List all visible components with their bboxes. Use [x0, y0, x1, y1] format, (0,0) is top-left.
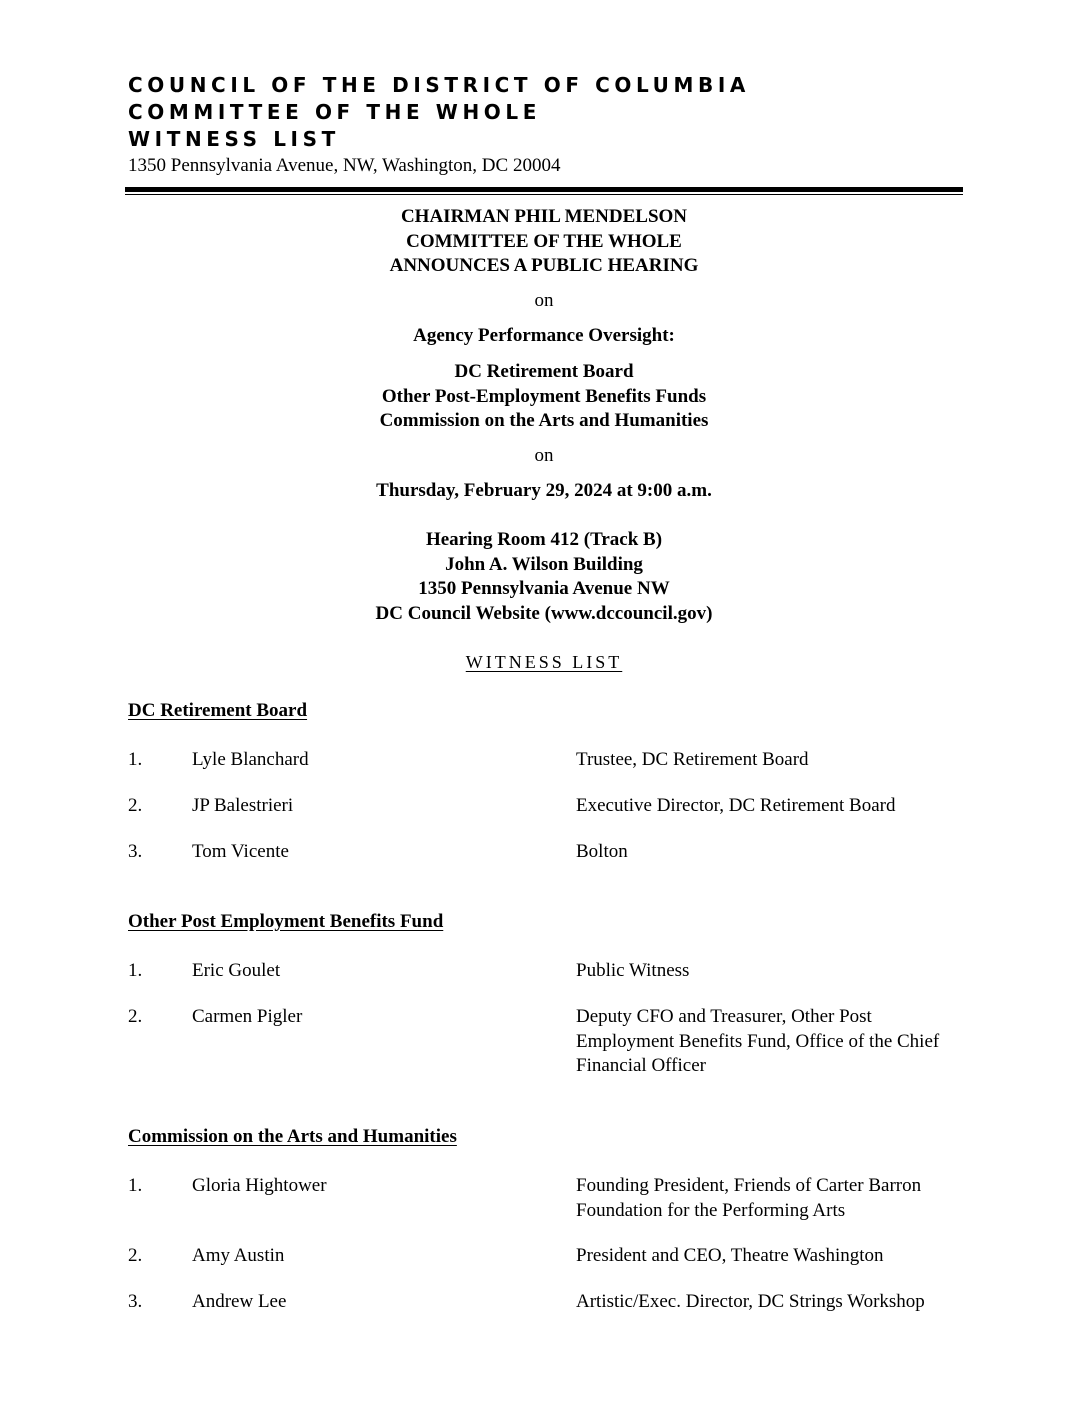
location-line: 1350 Pennsylvania Avenue NW — [418, 578, 670, 599]
witness-name: Amy Austin — [192, 1245, 285, 1266]
council-address: 1350 Pennsylvania Avenue, NW, Washington, DC 20004 — [128, 155, 561, 176]
witness-affiliation: Executive Director, DC Retirement Board — [576, 795, 896, 816]
witness-number: 2. — [128, 795, 143, 816]
witness-number: 3. — [128, 841, 143, 862]
witness-name: Andrew Lee — [192, 1291, 287, 1312]
witness-affiliation: Deputy CFO and Treasurer, Other Post Employment Benefits Fund, Office of the Chief Financial Officer — [576, 1006, 940, 1076]
announces-line: ANNOUNCES A PUBLIC HEARING — [389, 255, 699, 276]
witness-number: 2. — [128, 1245, 143, 1266]
agency-item: Other Post-Employment Benefits Funds — [381, 385, 707, 407]
witness-list-title: WITNESS LIST — [465, 652, 623, 672]
witness-number: 1. — [128, 749, 143, 770]
committee-line: COMMITTEE OF THE WHOLE — [406, 230, 682, 252]
header-rule-thin — [125, 194, 963, 195]
location-line: John A. Wilson Building — [445, 553, 643, 575]
witness-name: Tom Vicente — [192, 841, 289, 862]
agency-item: Commission on the Arts and Humanities — [379, 410, 709, 431]
announcement-header — [0, 205, 1088, 279]
header-rule-thick — [125, 187, 963, 192]
section-heading-arts-commission: Commission on the Arts and Humanities — [128, 1126, 457, 1147]
agency-item: DC Retirement Board — [454, 361, 634, 382]
witness-number: 1. — [128, 1175, 143, 1196]
location-line: Hearing Room 412 (Track B) — [425, 529, 663, 550]
witness-affiliation: Public Witness — [576, 960, 690, 981]
location-line: DC Council Website (www.dccouncil.gov) — [375, 602, 713, 624]
witness-name: Carmen Pigler — [192, 1006, 303, 1027]
witness-affiliation: Artistic/Exec. Director, DC Strings Workshop — [576, 1291, 925, 1312]
witness-number: 1. — [128, 960, 143, 981]
witness-affiliation: Founding President, Friends of Carter Barron Foundation for the Performing Arts — [576, 1175, 922, 1221]
witness-number: 2. — [128, 1006, 143, 1027]
agencies-list — [0, 360, 1088, 434]
witness-name: Gloria Hightower — [192, 1175, 327, 1196]
on-text-2: on — [534, 445, 554, 466]
hearing-subject: Agency Performance Oversight: — [413, 325, 675, 346]
hearing-location — [0, 528, 1088, 626]
on-text-1: on — [534, 290, 554, 311]
letterhead — [128, 72, 750, 178]
witness-affiliation: President and CEO, Theatre Washington — [576, 1245, 884, 1266]
witness-name: Lyle Blanchard — [192, 749, 309, 770]
document-type: WITNESS LIST — [128, 127, 340, 151]
witness-affiliation: Bolton — [576, 841, 628, 862]
council-name: COUNCIL OF THE DISTRICT OF COLUMBIA — [128, 73, 750, 97]
witness-number: 3. — [128, 1291, 143, 1312]
chairman-line: CHAIRMAN PHIL MENDELSON — [400, 206, 688, 227]
hearing-datetime: Thursday, February 29, 2024 at 9:00 a.m. — [376, 480, 712, 501]
section-heading-opeb-fund: Other Post Employment Benefits Fund — [128, 911, 444, 932]
committee-name: COMMITTEE OF THE WHOLE — [128, 100, 541, 124]
section-heading-dc-retirement-board: DC Retirement Board — [128, 700, 308, 721]
witness-name: JP Balestrieri — [192, 795, 294, 816]
witness-affiliation: Trustee, DC Retirement Board — [576, 749, 809, 770]
witness-name: Eric Goulet — [192, 960, 281, 981]
